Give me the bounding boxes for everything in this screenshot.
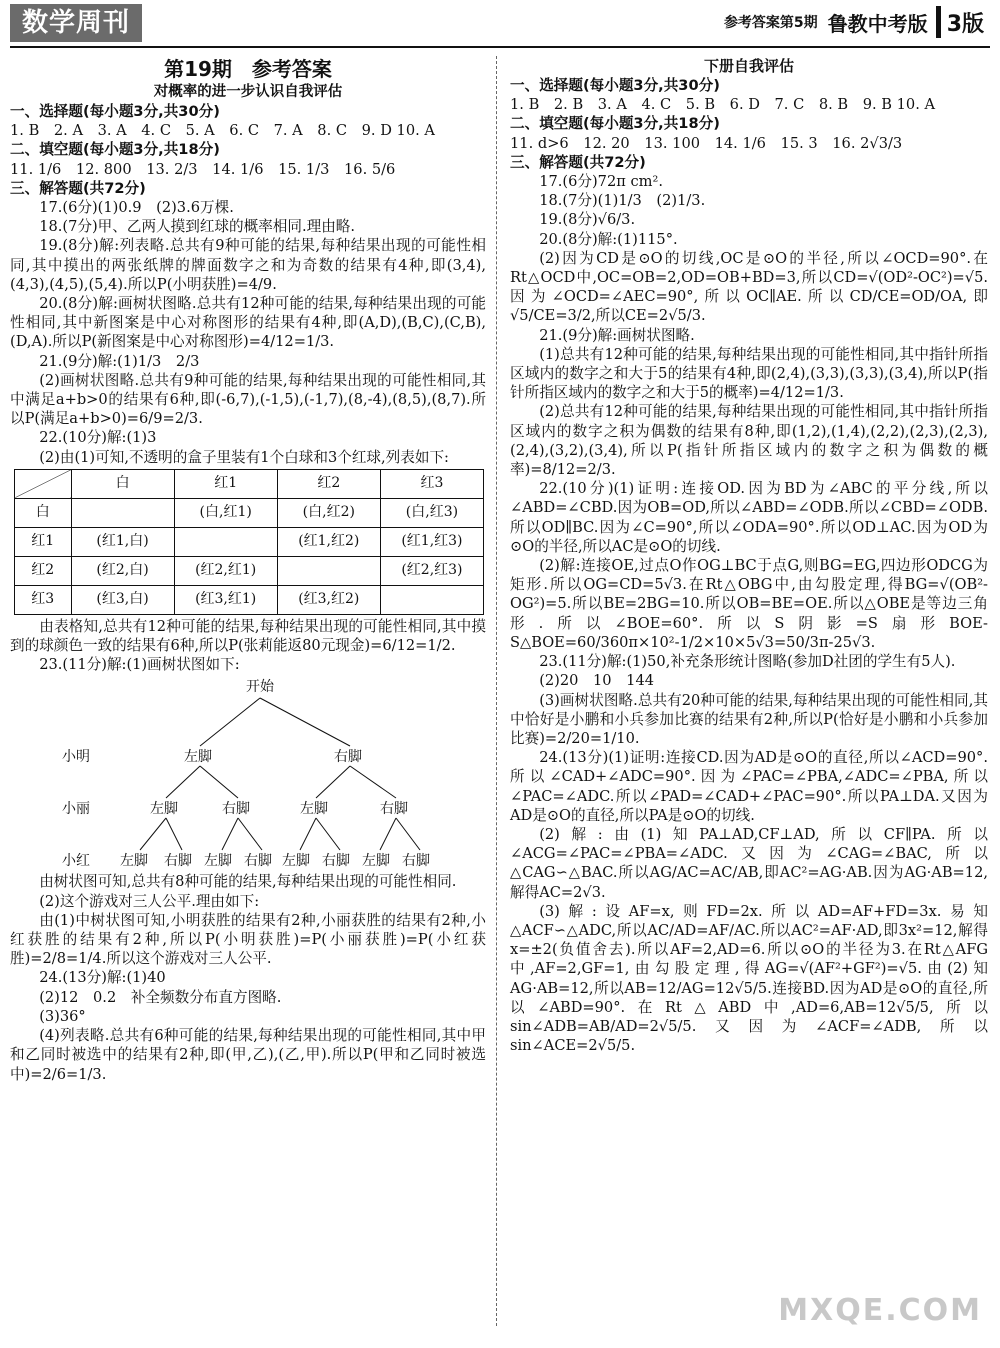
table-cell: (红2,红1) xyxy=(174,556,277,585)
header-rule xyxy=(10,46,990,48)
answer-line: 17.(6分)(1)0.9 (2)3.6万棵. xyxy=(39,199,234,217)
issue-label: 参考答案第5期 xyxy=(723,15,818,31)
answer-line: 1. B 2. A 3. A 4. C 5. A 6. C 7. A 8. C 9. D 10. A xyxy=(10,122,435,140)
tree-node: 右脚 xyxy=(164,853,192,870)
tree-node: 右脚 xyxy=(244,853,272,870)
answer-line: 21.(9分)解:画树状图略. xyxy=(539,326,695,344)
answer-line: 由表格知,总共有12种可能的结果,每种结果出现的可能性相同,其中摸到的球颜色一致的结果有6种,所以P(张莉能返80元现金)=6/12=1/2. xyxy=(10,617,486,655)
answer-line: (2)因为CD是⊙O的切线,OC是⊙O的半径,所以∠OCD=90°.在Rt△OCD中,OC=OB=2,OD=OB+BD=3,所以CD=√(OD²-OC²)=√5.因为∠OCD=∠AEC=90°,所以OC∥AE.所以CD/CE=OD/OA,即√5/CE=3/2,所以CE=2√5/3. xyxy=(510,249,988,325)
watermark: MXQE.COM xyxy=(778,1293,982,1328)
table-cell xyxy=(380,585,483,614)
left-answers-2 xyxy=(10,617,486,675)
table-cell: 白 xyxy=(71,469,174,498)
table-cell xyxy=(15,469,72,498)
left-title: 第19期 参考答案 xyxy=(164,57,332,81)
answer-line: (2)20 10 144 xyxy=(539,672,655,690)
tree-node: 右脚 xyxy=(334,749,362,766)
answer-line: 19.(8分)√6/3. xyxy=(539,211,636,229)
tree-node: 右脚 xyxy=(402,853,430,870)
table-row xyxy=(15,585,484,614)
answer-line: 23.(11分)解:(1)画树状图如下: xyxy=(39,656,240,674)
answer-line: 20.(8分)解:画树状图略.总共有12种可能的结果,每种结果出现的可能性相同,其中新图案是中心对称图形的结果有4种,即(A,D),(B,C),(C,B),(D,A).所以P(新图案是中心对称图形)=4/12=1/3. xyxy=(10,295,486,351)
tree-diagram xyxy=(10,676,486,872)
answer-line: (3)解:设AF=x,则FD=2x.所以AD=AF+FD=3x.易知△ACF∽△ADC,所以AC/AD=AF/AC.所以AC²=AF·AD,即3x²=12,解得x=±2(负值舍去).所以AF=2,AD=6.所以⊙O的半径为3.在Rt△AFG中,AF=2,GF=1,由勾股定理,得AG=√(AF²+GF²)=√5.由(2)知AG·AB=12,所以AB=12/AG=12√5/5.连接BD.因为AD是⊙O的直径,所以∠ABD=90°.在Rt△ABD中,AD=6,AB=12√5/5,所以sin∠ADB=AB/AD=2√5/5.又因为∠ACF=∠ADB,所以sin∠ACE=2√5/5. xyxy=(510,902,988,1055)
answer-line: (3)36° xyxy=(39,1007,86,1025)
left-answers xyxy=(10,102,486,467)
table-row xyxy=(15,498,484,527)
answer-line: (2)解:连接OE,过点O作OG⊥BC于点G,则BG=EG,四边形ODCG为矩形.所以OG=CD=5√3.在Rt△OBG中,由勾股定理,得BG=√(OB²-OG²)=5.所以BE=2BG=10.所以OB=BE=OE.所以△OBE是等边三角形.所以∠BOE=60°.所以S阴影=S扇形BOE-S△BOE=60/360π×10²-1/2×10×5√3=50/3π-25√3. xyxy=(510,557,988,651)
table-cell xyxy=(174,527,277,556)
answer-line: 1. B 2. B 3. A 4. C 5. B 6. D 7. C 8. B 9. B 10. A xyxy=(510,96,936,114)
table-row xyxy=(15,556,484,585)
answer-line: 由树状图可知,总共有8种可能的结果,每种结果出现的可能性相同. xyxy=(39,873,457,891)
answer-line: 24.(13分)(1)证明:连接CD.因为AD是⊙O的直径,所以∠ACD=90°.所以∠CAD+∠ADC=90°.因为∠PAC=∠PBA,∠ADC=∠PBA,所以∠PAC=∠ADC.所以∠PAD=∠CAD+∠PAC=90°.所以PA⊥DA.又因为AD是⊙O的直径,所以PA是⊙O的切线. xyxy=(510,749,988,824)
answer-line: (2)画树状图略.总共有9种可能的结果,每种结果出现的可能性相同,其中满足a+b>0的结果有6种,即(-6,7),(-1,5),(-1,7),(8,-4),(8,5),(8,7).所以P(满足a+b>0)=6/9=2/3. xyxy=(10,371,486,428)
table-cell xyxy=(71,498,174,527)
answer-line: (2)总共有12种可能的结果,每种结果出现的可能性相同,其中指针所指区域内的数字之积为偶数的结果有8种,即(1,2),(1,4),(2,2),(2,3),(2,3),(2,4),(3,2),(3,4),所以P(指针所指区域内的数字之积为偶数的概率)=8/12=2/3. xyxy=(510,403,988,479)
tree-node: 左脚 xyxy=(204,853,232,870)
table-cell: (红1,白) xyxy=(71,527,174,556)
answer-line: 11. 1/6 12. 800 13. 2/3 14. 1/6 15. 1/3 16. 5/6 xyxy=(10,160,396,178)
tree-start: 开始 xyxy=(246,679,274,696)
tree-node: 左脚 xyxy=(282,853,310,870)
tree-row-xiaohong: 小红 xyxy=(62,853,90,870)
answer-line: 18.(7分)(1)1/3 (2)1/3. xyxy=(539,192,706,210)
table-cell: 红3 xyxy=(380,469,483,498)
table-cell: 红2 xyxy=(15,556,72,585)
right-answers xyxy=(510,76,988,1055)
tree-lines xyxy=(10,676,486,872)
table-cell: (红2,红3) xyxy=(380,556,483,585)
answer-line: 21.(9分)解:(1)1/3 2/3 xyxy=(39,352,200,370)
left-column xyxy=(10,56,486,1084)
table-cell: (红2,白) xyxy=(71,556,174,585)
version-label: 3版 xyxy=(946,11,984,37)
table-cell: (白,红3) xyxy=(380,498,483,527)
table-row xyxy=(15,469,484,498)
left-subtitle: 对概率的进一步认识自我评估 xyxy=(153,84,343,100)
section-heading: 三、解答题(共72分) xyxy=(10,179,146,197)
tree-node: 左脚 xyxy=(150,801,178,818)
table-cell: (红1,红2) xyxy=(277,527,380,556)
table-row xyxy=(15,527,484,556)
answer-line: (2)这个游戏对三人公平.理由如下: xyxy=(39,892,260,910)
table-cell: (红3,红2) xyxy=(277,585,380,614)
right-column xyxy=(510,56,988,1055)
table-cell: (白,红1) xyxy=(174,498,277,527)
section-heading: 一、选择题(每小题3分,共30分) xyxy=(10,103,220,120)
answer-line: 20.(8分)解:(1)115°. xyxy=(539,230,678,248)
table-cell: 红2 xyxy=(277,469,380,498)
tree-node: 左脚 xyxy=(300,801,328,818)
tree-node: 右脚 xyxy=(322,853,350,870)
answer-line: 19.(8分)解:列表略.总共有9种可能的结果,每种结果出现的可能性相同,其中摸出的两张纸牌的牌面数字之和为奇数的结果有4种,即(3,4),(4,3),(4,5),(5,4).所以P(小明获胜)=4/9. xyxy=(10,237,486,293)
masthead-banner: 数学周刊 xyxy=(10,4,142,42)
table-cell: 红1 xyxy=(174,469,277,498)
answer-line: (4)列表略.总共有6种可能的结果,每种结果出现的可能性相同,其中甲和乙同时被选中的结果有2种,即(甲,乙),(乙,甲).所以P(甲和乙同时被选中)=2/6=1/3. xyxy=(10,1027,486,1083)
header-divider xyxy=(936,6,941,38)
tree-node: 左脚 xyxy=(362,853,390,870)
answer-line: 24.(13分)解:(1)40 xyxy=(39,969,166,987)
table-cell xyxy=(277,556,380,585)
table-cell: 红1 xyxy=(15,527,72,556)
answer-line: 18.(7分)甲、乙两人摸到红球的概率相同.理由略. xyxy=(39,218,356,236)
tree-node: 左脚 xyxy=(184,749,212,766)
answer-line: (2)由(1)可知,不透明的盒子里装有1个白球和3个红球,列表如下: xyxy=(39,448,449,466)
section-heading: 二、填空题(每小题3分,共18分) xyxy=(510,115,720,133)
right-title: 下册自我评估 xyxy=(703,57,794,75)
answer-line: 23.(11分)解:(1)50,补充条形统计图略(参加D社团的学生有5人). xyxy=(539,653,956,671)
tree-node: 右脚 xyxy=(380,801,408,818)
section-heading: 三、解答题(共72分) xyxy=(510,153,646,171)
table-cell: (红3,红1) xyxy=(174,585,277,614)
answer-line: 17.(6分)72π cm². xyxy=(539,173,663,191)
tree-node: 右脚 xyxy=(222,801,250,818)
answer-line: 22.(10分)解:(1)3 xyxy=(39,429,157,447)
table-cell: (白,红2) xyxy=(277,498,380,527)
answer-line: 11. d>6 12. 20 13. 100 14. 1/6 15. 3 16. 2√3/3 xyxy=(510,134,903,152)
table-cell: 红3 xyxy=(15,585,72,614)
tree-row-xiaoli: 小丽 xyxy=(62,801,90,818)
edition-label: 鲁教中考版 xyxy=(827,11,928,36)
answer-line: (2)12 0.2 补全频数分布直方图略. xyxy=(39,988,282,1006)
answer-line: 由(1)中树状图可知,小明获胜的结果有2种,小丽获胜的结果有2种,小红获胜的结果有2种,所以P(小明获胜)=P(小丽获胜)=P(小红获胜)=2/8=1/4.所以这个游戏对三人公平. xyxy=(10,911,486,968)
ball-table xyxy=(14,469,484,615)
left-answers-3 xyxy=(10,872,486,1083)
section-heading: 二、填空题(每小题3分,共18分) xyxy=(10,141,220,159)
answer-line: 22.(10分)(1)证明:连接OD.因为BD为∠ABC的平分线,所以∠ABD=∠CBD.因为OB=OD,所以∠ABD=∠ODB.所以∠CBD=∠ODB.所以OD∥BC.因为∠C=90°,所以∠ODA=90°.所以OD⊥AC.因为OD为⊙O的半径,所以AC是⊙O的切线. xyxy=(510,480,988,555)
tree-node: 左脚 xyxy=(120,853,148,870)
header-right xyxy=(724,6,984,38)
section-heading: 一、选择题(每小题3分,共30分) xyxy=(510,77,720,94)
answer-line: (1)总共有12种可能的结果,每种结果出现的可能性相同,其中指针所指区域内的数字之和大于5的结果有4种,即(2,4),(3,3),(3,3),(3,4),所以P(指针所指区域内的数字之和大于5的概率)=4/12=1/3. xyxy=(510,345,988,402)
table-cell: 白 xyxy=(15,498,72,527)
answer-line: (2)解:由(1)知PA⊥AD,CF⊥AD,所以CF∥PA.所以∠ACG=∠PAC=∠PBA=∠ADC.又因为∠CAG=∠BAC,所以△CAG∽△BAC.所以AG/AC=AC/AB,即AC²=AG·AB.因为AG·AB=12,解得AC=2√3. xyxy=(510,825,988,901)
answer-line: (3)画树状图略.总共有20种可能的结果,每种结果出现的可能性相同,其中恰好是小鹏和小兵参加比赛的结果有2种,所以P(恰好是小鹏和小兵参加比赛)=2/20=1/10. xyxy=(510,691,988,747)
column-divider xyxy=(496,56,497,1326)
tree-row-xiaoming: 小明 xyxy=(62,749,90,766)
table-cell: (红1,红3) xyxy=(380,527,483,556)
table-cell: (红3,白) xyxy=(71,585,174,614)
